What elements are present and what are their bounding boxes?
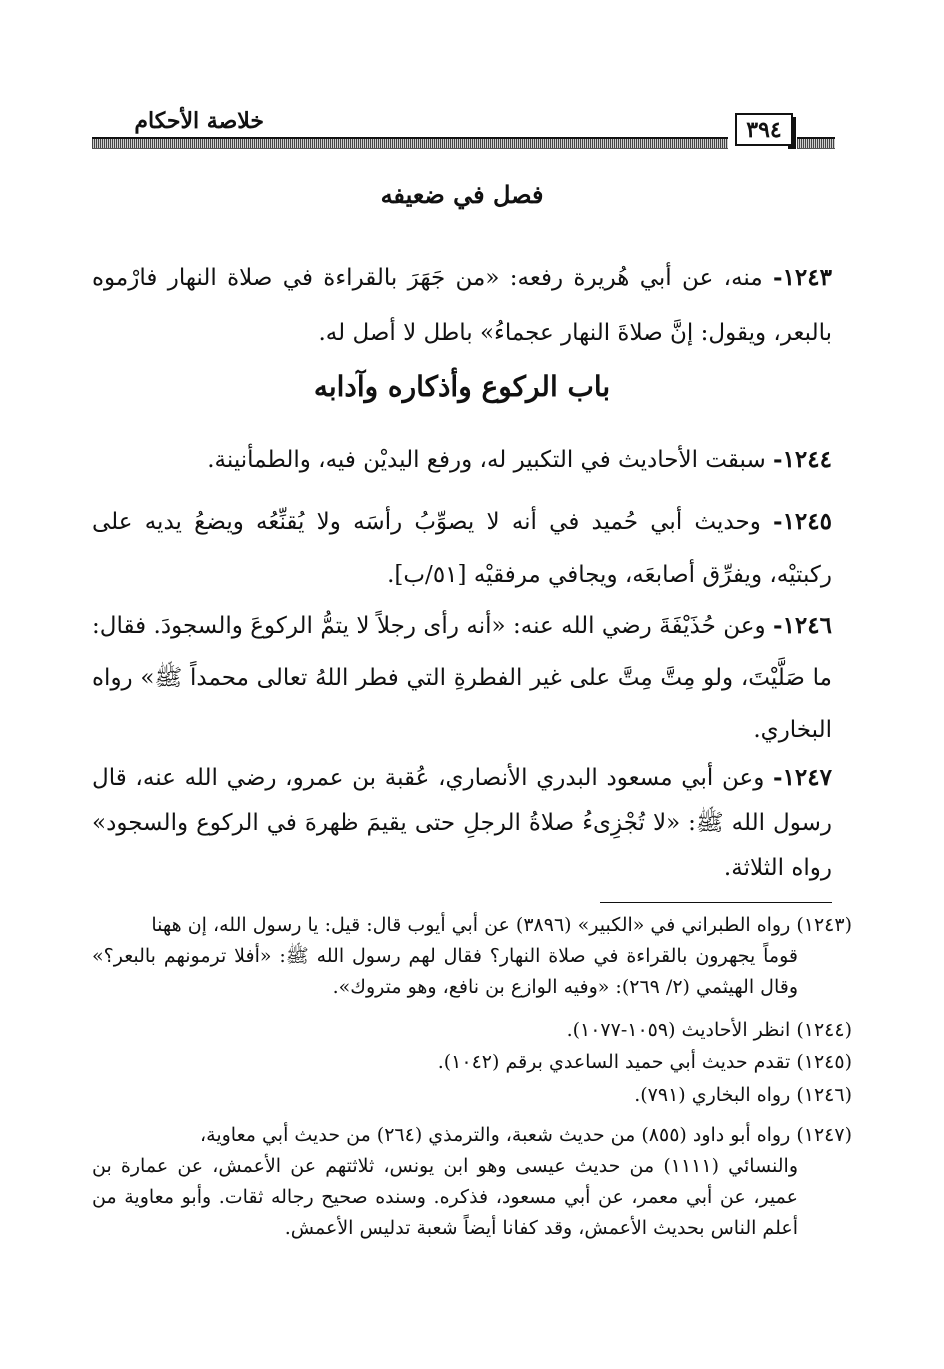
footnote-text: رواه الطبراني في «الكبير» (٣٨٩٦) عن أبي أيوب قال: قيل: يا رسول الله، إن ههنا (151, 914, 797, 936)
footnote-text: انظر الأحاديث (١٠٥٩-١٠٧٧). (566, 1019, 797, 1041)
paragraph-1243 (92, 250, 832, 361)
footnote-ref: (١٢٤٧) (796, 1124, 852, 1146)
footnote-continuation: والنسائي (١١١١) من حديث عيسى وهو ابن يونس، ثلاثتهم عن الأعمش، عن عمارة بن عمير، عن أبي معمر، عن أبي مسعود، فذكره. وسنده صحيح رجاله ثقات. وأبو معاوية من أعلم الناس بحديث الأعمش، وقد كفانا أيضاً شعبة تدليس الأعمش. (92, 1155, 798, 1239)
chapter-heading: باب الركوع وأذكاره وآدابه (313, 370, 611, 403)
page-number: ٣٩٤ (735, 113, 793, 146)
paragraph-text: وعن حُذَيْفَةَ رضي الله عنه: «أنه رأى رجلاً لا يتمُّ الركوعَ والسجودَ. فقال: ما صَلَّيْتَ، ولو مِتَّ مِتَّ على غير الفطرةِ التي فطر اللهُ تعالى محمداً ﷺ» رواه البخاري. (92, 613, 832, 743)
paragraph-text: منه، عن أبي هُريرة رفعه: «من جَهَرَ بالقراءة في صلاة النهار فارْموه بالبعر، ويقول: إنَّ صلاةَ النهار عجماءُ» باطل لا أصل له. (92, 265, 832, 346)
footnote-ref: (١٢٤٥) (796, 1051, 852, 1073)
running-head-title: خلاصة الأحكام (134, 108, 264, 134)
footnote-text: رواه البخاري (٧٩١). (634, 1084, 797, 1106)
paragraph-number: ١٢٤٥- (773, 508, 832, 535)
paragraph-1247 (92, 755, 832, 891)
footnote-1244 (92, 1015, 852, 1046)
paragraph-number: ١٢٤٣- (773, 264, 832, 291)
footnote-separator (600, 902, 832, 903)
paragraph-1245 (92, 495, 832, 602)
paragraph-text: وعن أبي مسعود البدري الأنصاري، عُقبة بن عمرو، رضي الله عنه، قال رسول الله ﷺ: «لا تُجْزِىءُ صلاةُ الرجلِ حتى يقيمَ ظهرهَ في الركوع والسجود» رواه الثلاثة. (92, 765, 832, 881)
paragraph-text: وحديث أبي حُميد في أنه لا يصوِّبُ رأسَه ولا يُقنِّعُه ويضعُ يديه على ركبتيْه، ويفرِّق أصابعَه، ويجافي مرفقيْه [٥١/ب]. (92, 509, 832, 588)
section-heading: فصل في ضعيفه (380, 180, 544, 209)
footnote-ref: (١٢٤٤) (796, 1019, 852, 1041)
footnote-1243 (92, 910, 852, 1003)
header-rule-right (797, 137, 835, 149)
footnote-1246 (92, 1080, 852, 1111)
footnote-1247 (92, 1120, 852, 1244)
footnote-ref: (١٢٤٣) (796, 914, 852, 936)
paragraph-number: ١٢٤٧- (773, 764, 832, 791)
paragraph-number: ١٢٤٦- (773, 612, 832, 639)
paragraph-1244 (92, 440, 832, 480)
footnote-continuation: قوماً يجهرون بالقراءة في صلاة النهار؟ فقال لهم رسول الله ﷺ: «أفلا ترمونهم بالبعر؟» وقال الهيثمي (٢/ ٢٦٩): «وفيه الوازع بن نافع، وهو متروك». (92, 945, 798, 998)
footnote-text: تقدم حديث أبي حميد الساعدي برقم (١٠٤٢). (437, 1051, 797, 1073)
header-rule-left (92, 137, 728, 149)
footnote-1245 (92, 1047, 852, 1078)
paragraph-number: ١٢٤٤- (773, 446, 832, 473)
paragraph-text: سبقت الأحاديث في التكبير له، ورفع اليديْن فيه، والطمأنينة. (207, 447, 774, 473)
footnote-text: رواه أبو داود (٨٥٥) من حديث شعبة، والترمذي (٢٦٤) من حديث أبي معاوية، (200, 1124, 797, 1146)
footnote-ref: (١٢٤٦) (796, 1084, 852, 1106)
paragraph-1246 (92, 600, 832, 756)
